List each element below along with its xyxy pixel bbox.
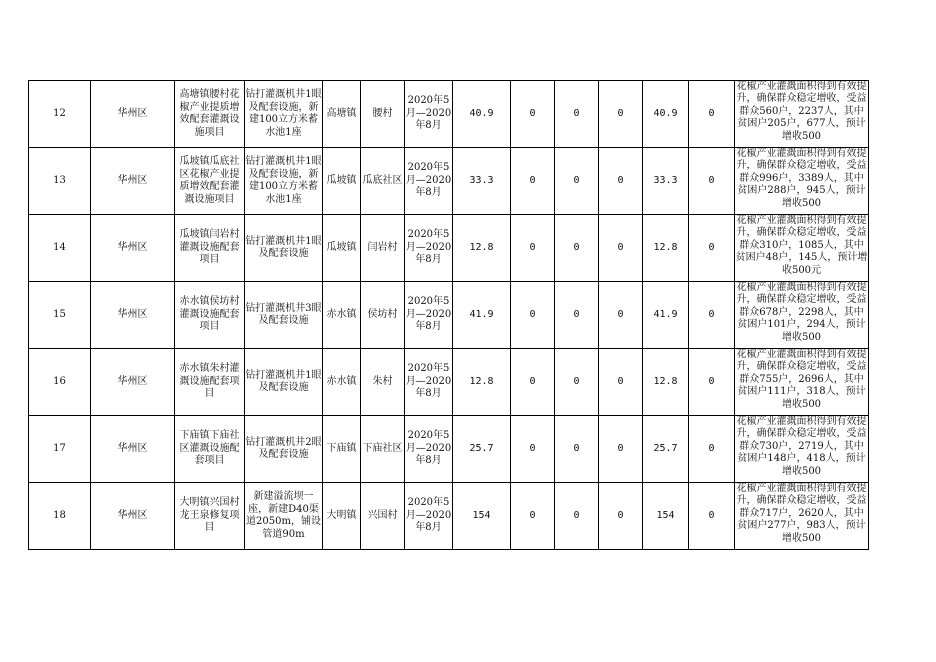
cell-benefit[interactable]: 花椒产业灌溉面积得到有效提升，确保群众稳定增收，受益群众717户，2620人，其中贫困户277户，983人，预计增收500 — [735, 483, 869, 550]
table-row — [29, 416, 869, 483]
cell-project-name[interactable]: 下庙镇下庙社区灌溉设施配套项目 — [175, 416, 245, 483]
cell-total-funds[interactable]: 25.7 — [453, 416, 511, 483]
cell-fund-3[interactable]: 0 — [599, 416, 643, 483]
cell-fund-4[interactable]: 154 — [643, 483, 689, 550]
cell-project-name[interactable]: 大明镇兴国村龙王泉修复项目 — [175, 483, 245, 550]
cell-period[interactable]: 2020年5月—2020年8月 — [405, 81, 453, 148]
cell-town[interactable]: 下庙镇 — [323, 416, 361, 483]
cell-fund-3[interactable]: 0 — [599, 483, 643, 550]
cell-village[interactable]: 侯坊村 — [361, 282, 405, 349]
cell-district[interactable]: 华州区 — [91, 282, 175, 349]
cell-fund-3[interactable]: 0 — [599, 148, 643, 215]
cell-construction-content[interactable]: 新建溢流坝一座，新建D40渠道2050m，铺设管道90m — [245, 483, 323, 550]
table-row — [29, 349, 869, 416]
cell-fund-1[interactable]: 0 — [511, 416, 555, 483]
cell-row-number[interactable]: 18 — [29, 483, 91, 550]
cell-construction-content[interactable]: 钻打灌溉机井3眼及配套设施 — [245, 282, 323, 349]
cell-fund-4[interactable]: 40.9 — [643, 81, 689, 148]
cell-row-number[interactable]: 12 — [29, 81, 91, 148]
cell-project-name[interactable]: 赤水镇朱村灌溉设施配套项目 — [175, 349, 245, 416]
cell-construction-content[interactable]: 钻打灌溉机井1眼及配套设施，新建100立方米蓄水池1座 — [245, 148, 323, 215]
cell-period[interactable]: 2020年5月—2020年8月 — [405, 215, 453, 282]
table-row — [29, 282, 869, 349]
cell-period[interactable]: 2020年5月—2020年8月 — [405, 483, 453, 550]
table-row — [29, 148, 869, 215]
cell-district[interactable]: 华州区 — [91, 81, 175, 148]
table-row — [29, 81, 869, 148]
cell-fund-2[interactable]: 0 — [555, 282, 599, 349]
cell-fund-2[interactable]: 0 — [555, 349, 599, 416]
cell-town[interactable]: 赤水镇 — [323, 282, 361, 349]
cell-fund-5[interactable]: 0 — [689, 349, 735, 416]
cell-fund-5[interactable]: 0 — [689, 483, 735, 550]
table-row — [29, 215, 869, 282]
cell-benefit[interactable]: 花椒产业灌溉面积得到有效提升，确保群众稳定增收，受益群众996户，3389人，其中贫困户288户，945人，预计增收500 — [735, 148, 869, 215]
cell-fund-5[interactable]: 0 — [689, 81, 735, 148]
cell-total-funds[interactable]: 12.8 — [453, 349, 511, 416]
cell-project-name[interactable]: 瓜坡镇闫岩村灌溉设施配套项目 — [175, 215, 245, 282]
cell-town[interactable]: 瓜坡镇 — [323, 148, 361, 215]
cell-fund-3[interactable]: 0 — [599, 349, 643, 416]
cell-fund-1[interactable]: 0 — [511, 81, 555, 148]
cell-construction-content[interactable]: 钻打灌溉机井1眼及配套设施 — [245, 215, 323, 282]
cell-row-number[interactable]: 17 — [29, 416, 91, 483]
cell-fund-3[interactable]: 0 — [599, 215, 643, 282]
cell-fund-3[interactable]: 0 — [599, 282, 643, 349]
cell-fund-5[interactable]: 0 — [689, 148, 735, 215]
cell-total-funds[interactable]: 40.9 — [453, 81, 511, 148]
table-row — [29, 483, 869, 550]
cell-construction-content[interactable]: 钻打灌溉机井1眼及配套设施 — [245, 349, 323, 416]
cell-fund-2[interactable]: 0 — [555, 416, 599, 483]
cell-row-number[interactable]: 13 — [29, 148, 91, 215]
cell-fund-5[interactable]: 0 — [689, 416, 735, 483]
cell-row-number[interactable]: 15 — [29, 282, 91, 349]
project-table — [28, 80, 869, 550]
cell-row-number[interactable]: 14 — [29, 215, 91, 282]
cell-village[interactable]: 兴国村 — [361, 483, 405, 550]
cell-fund-4[interactable]: 12.8 — [643, 215, 689, 282]
cell-fund-4[interactable]: 12.8 — [643, 349, 689, 416]
cell-town[interactable]: 赤水镇 — [323, 349, 361, 416]
cell-fund-4[interactable]: 33.3 — [643, 148, 689, 215]
cell-fund-1[interactable]: 0 — [511, 483, 555, 550]
cell-village[interactable]: 腰村 — [361, 81, 405, 148]
cell-fund-5[interactable]: 0 — [689, 282, 735, 349]
cell-village[interactable]: 朱村 — [361, 349, 405, 416]
cell-row-number[interactable]: 16 — [29, 349, 91, 416]
cell-village[interactable]: 下庙社区 — [361, 416, 405, 483]
cell-town[interactable]: 高塘镇 — [323, 81, 361, 148]
cell-fund-1[interactable]: 0 — [511, 215, 555, 282]
cell-town[interactable]: 瓜坡镇 — [323, 215, 361, 282]
cell-fund-1[interactable]: 0 — [511, 282, 555, 349]
cell-benefit[interactable]: 花椒产业灌溉面积得到有效提升，确保群众稳定增收，受益群众755户，2696人，其中贫困户111户，318人，预计增收500 — [735, 349, 869, 416]
cell-fund-2[interactable]: 0 — [555, 215, 599, 282]
cell-construction-content[interactable]: 钻打灌溉机井2眼及配套设施 — [245, 416, 323, 483]
cell-village[interactable]: 瓜底社区 — [361, 148, 405, 215]
cell-period[interactable]: 2020年5月—2020年8月 — [405, 416, 453, 483]
cell-period[interactable]: 2020年5月—2020年8月 — [405, 148, 453, 215]
cell-benefit[interactable]: 花椒产业灌溉面积得到有效提升，确保群众稳定增收，受益群众310户，1085人，其中贫困户48户，145人，预计增收500元 — [735, 215, 869, 282]
cell-benefit[interactable]: 花椒产业灌溉面积得到有效提升，确保群众稳定增收，受益群众678户，2298人，其中贫困户101户，294人，预计增收500 — [735, 282, 869, 349]
cell-total-funds[interactable]: 154 — [453, 483, 511, 550]
cell-project-name[interactable]: 瓜坡镇瓜底社区花椒产业提质增效配套灌溉设施项目 — [175, 148, 245, 215]
cell-district[interactable]: 华州区 — [91, 416, 175, 483]
cell-benefit[interactable]: 花椒产业灌溉面积得到有效提升，确保群众稳定增收，受益群众730户，2719人，其中贫困户148户，418人，预计增收500 — [735, 416, 869, 483]
cell-fund-5[interactable]: 0 — [689, 215, 735, 282]
cell-project-name[interactable]: 赤水镇侯坊村灌溉设施配套项目 — [175, 282, 245, 349]
cell-fund-4[interactable]: 25.7 — [643, 416, 689, 483]
cell-fund-2[interactable]: 0 — [555, 81, 599, 148]
cell-benefit[interactable]: 花椒产业灌溉面积得到有效提升，确保群众稳定增收，受益群众560户，2237人，其中贫困户205户，677人，预计增收500 — [735, 81, 869, 148]
cell-fund-4[interactable]: 41.9 — [643, 282, 689, 349]
cell-village[interactable]: 闫岩村 — [361, 215, 405, 282]
cell-district[interactable]: 华州区 — [91, 148, 175, 215]
cell-fund-3[interactable]: 0 — [599, 81, 643, 148]
cell-total-funds[interactable]: 12.8 — [453, 215, 511, 282]
cell-district[interactable]: 华州区 — [91, 215, 175, 282]
cell-fund-1[interactable]: 0 — [511, 349, 555, 416]
cell-district[interactable]: 华州区 — [91, 483, 175, 550]
cell-period[interactable]: 2020年5月—2020年8月 — [405, 282, 453, 349]
cell-district[interactable]: 华州区 — [91, 349, 175, 416]
cell-total-funds[interactable]: 41.9 — [453, 282, 511, 349]
cell-project-name[interactable]: 高塘镇腰村花椒产业提质增效配套灌溉设施项目 — [175, 81, 245, 148]
cell-period[interactable]: 2020年5月—2020年8月 — [405, 349, 453, 416]
cell-construction-content[interactable]: 钻打灌溉机井1眼及配套设施，新建100立方米蓄水池1座 — [245, 81, 323, 148]
cell-fund-2[interactable]: 0 — [555, 148, 599, 215]
cell-total-funds[interactable]: 33.3 — [453, 148, 511, 215]
cell-fund-2[interactable]: 0 — [555, 483, 599, 550]
cell-fund-1[interactable]: 0 — [511, 148, 555, 215]
cell-town[interactable]: 大明镇 — [323, 483, 361, 550]
